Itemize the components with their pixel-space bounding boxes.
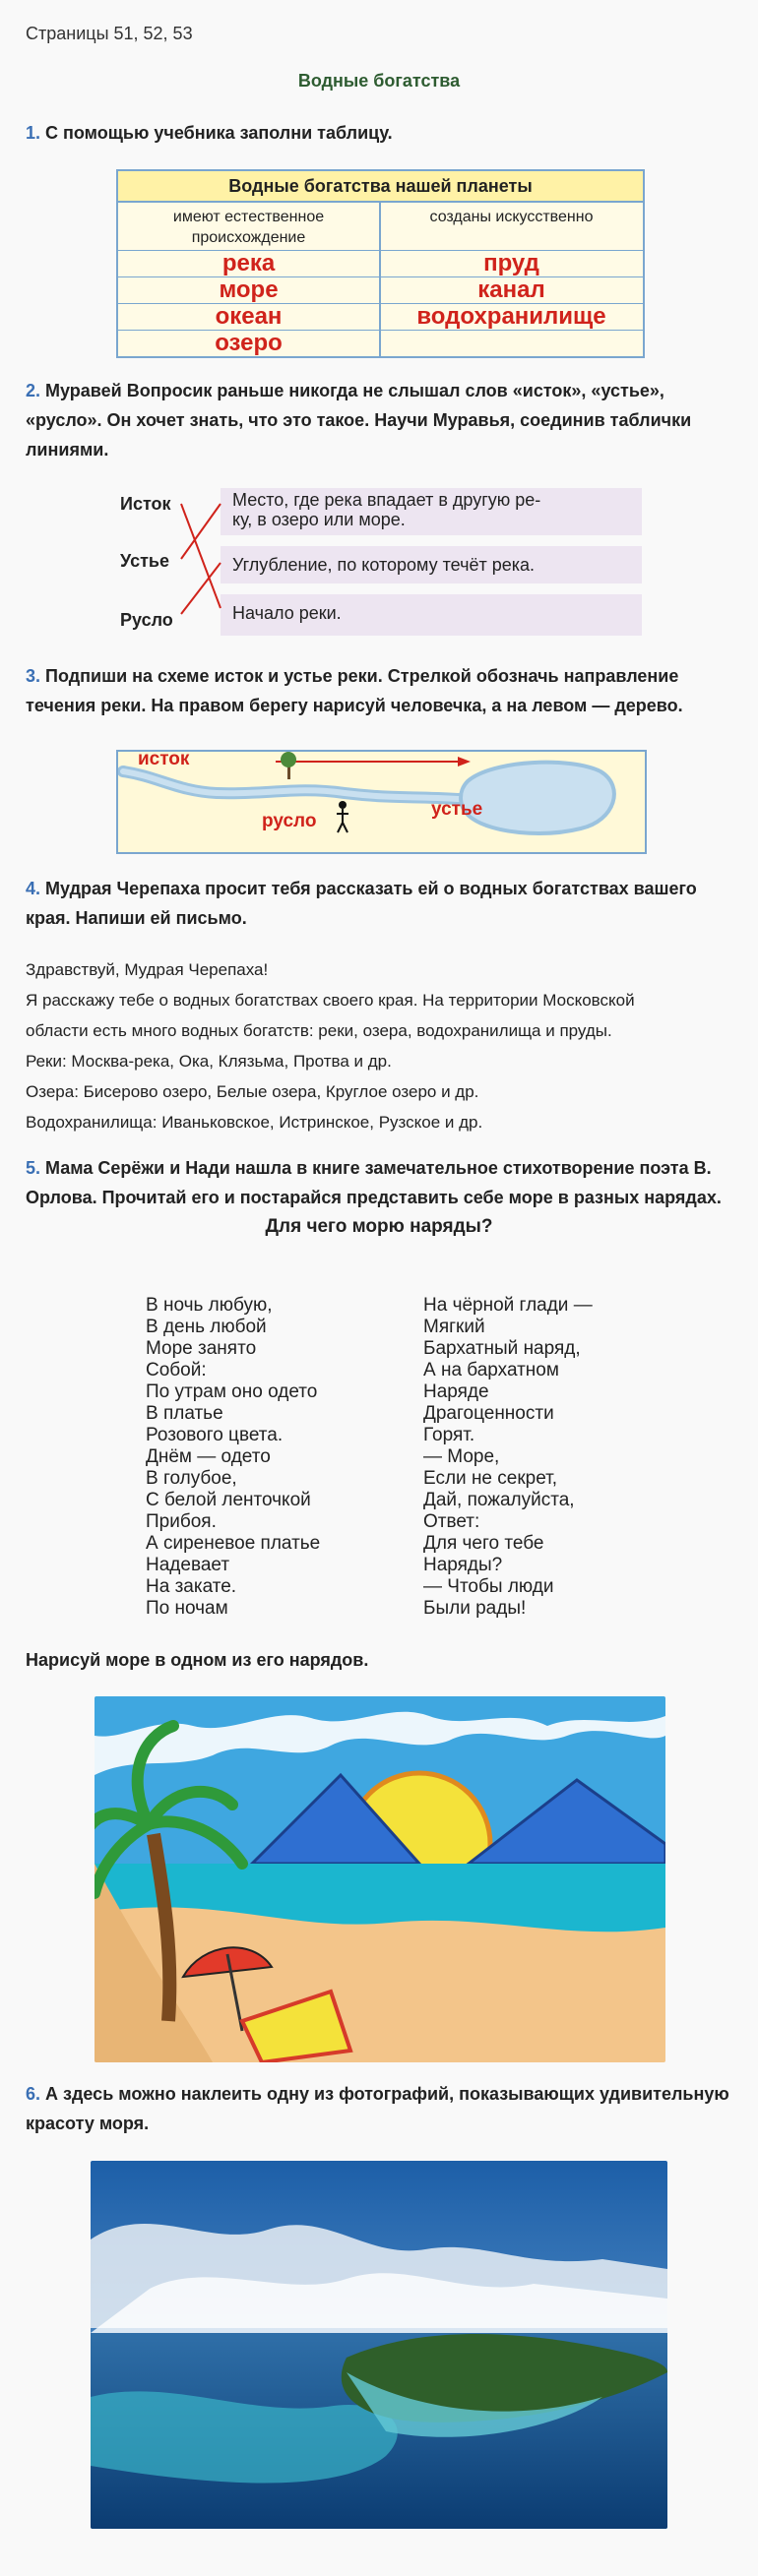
table-cell: водохранилище (416, 303, 606, 330)
letter-line: Озера: Бисерово озеро, Белые озера, Круглое озеро и др. (26, 1082, 479, 1101)
definition-bed: Углубление, по которому течёт река. (221, 546, 642, 583)
page-title: Водные богатства (297, 71, 461, 91)
poem-line: Море занято (146, 1338, 257, 1359)
poem-line: Наряде (423, 1381, 489, 1402)
label-source: исток (138, 749, 190, 769)
task-1 (26, 118, 734, 148)
task-number: 4. (26, 879, 41, 898)
label-bed: русло (262, 811, 317, 831)
label-mouth: устье (431, 799, 483, 820)
water-resources-table (116, 169, 645, 358)
river-scheme (118, 752, 645, 852)
poem-line: В ночь любую, (146, 1295, 273, 1316)
letter-line: Я расскажу тебе о водных богатствах своего края. На территории Московской (26, 991, 635, 1010)
poem-line: Прибоя. (146, 1511, 217, 1532)
letter-line: Водохранилища: Иваньковское, Истринское, Рузское и др. (26, 1113, 483, 1132)
poem-line: Наряды? (423, 1555, 503, 1575)
poem-line: Если не секрет, (423, 1468, 558, 1489)
river-diagram (116, 750, 647, 854)
poem-line: Были рады! (423, 1598, 527, 1619)
term-mouth: Устье (120, 551, 169, 571)
matching-lines (177, 492, 226, 630)
match-line (181, 504, 221, 559)
task-number: 6. (26, 2084, 41, 2104)
match-line (181, 504, 221, 608)
lake (461, 763, 614, 833)
poem-line: А на бархатном (423, 1360, 559, 1380)
task-5 (26, 1153, 734, 1212)
person-icon (337, 801, 348, 832)
definition-mouth: Место, где река впадает в другую ре- ку, в озеро или море. (221, 488, 642, 535)
poem-line: В день любой (146, 1317, 267, 1337)
poem-line: Розового цвета. (146, 1425, 284, 1445)
definition-source: Начало реки. (221, 594, 642, 636)
poem-line: Дай, пожалуйста, (423, 1490, 575, 1510)
table-cell: океан (215, 303, 283, 330)
sea-photo (91, 2161, 667, 2529)
task-number: 2. (26, 381, 41, 400)
task-2 (26, 376, 734, 464)
task-text: А здесь можно наклеить одну из фотографий, показывающих удивительную красоту моря. (26, 2084, 729, 2133)
task-text: Муравей Вопросик раньше никогда не слышал слов «исток», «устье», «русло». Он хочет знать, что это такое. Научи Муравья, соединив таблички линиями. (26, 381, 692, 460)
poem-line: Бархатный наряд, (423, 1338, 581, 1359)
task-number: 3. (26, 666, 41, 686)
poem-line: А сиреневое платье (146, 1533, 321, 1554)
poem-line: Надевает (146, 1555, 230, 1575)
pages-reference: Страницы 51, 52, 53 (26, 24, 193, 43)
arrow-head-icon (458, 757, 471, 767)
poem-column-2 (423, 1295, 593, 1620)
table-cell: пруд (483, 250, 539, 276)
poem-title: Для чего морю наряды? (265, 1216, 493, 1237)
poem-line: Собой: (146, 1360, 207, 1380)
draw-task: Нарисуй море в одном из его нарядов. (26, 1650, 369, 1670)
sea-drawing (95, 1696, 665, 2062)
poem-line: Ответ: (423, 1511, 480, 1532)
poem-line: — Море, (423, 1446, 500, 1467)
poem-line: Горят. (423, 1425, 475, 1445)
table-cell: озеро (215, 330, 283, 356)
poem-line: В голубое, (146, 1468, 237, 1489)
table-cell: море (219, 276, 279, 303)
poem-column-1 (146, 1295, 320, 1620)
poem-line: В платье (146, 1403, 223, 1424)
table-title: Водные богатства нашей планеты (118, 171, 643, 203)
column-header-natural: имеют естественное происхождение (172, 209, 325, 246)
letter-line: Здравствуй, Мудрая Черепаха! (26, 960, 269, 979)
task-text: Мама Серёжи и Нади нашла в книге замечательное стихотворение поэта В. Орлова. Прочитай его и постарайся представить себе море в разных нарядах. (26, 1158, 722, 1207)
task-number: 5. (26, 1158, 41, 1178)
sea-photo-image (91, 2161, 667, 2529)
task-number: 1. (26, 123, 41, 143)
poem-line: Днём — одето (146, 1446, 271, 1467)
task-4 (26, 874, 734, 933)
poem-line: — Чтобы люди (423, 1576, 554, 1597)
poem-line: По ночам (146, 1598, 228, 1619)
poem-line: Драгоценности (423, 1403, 554, 1424)
poem-line: На закате. (146, 1576, 237, 1597)
letter (26, 954, 734, 1137)
tree-icon (281, 752, 296, 779)
poem-line: С белой ленточкой (146, 1490, 311, 1510)
poem-line: Для чего тебе (423, 1533, 544, 1554)
sea-drawing-image (95, 1696, 665, 2062)
task-3 (26, 661, 734, 720)
letter-line: области есть много водных богатств: реки, озера, водохранилища и пруды. (26, 1021, 612, 1040)
task-text: Подпиши на схеме исток и устье реки. Стрелкой обозначь направление течения реки. На правом берегу нарисуй человечка, а на левом — дерево. (26, 666, 683, 715)
letter-line: Реки: Москва-река, Ока, Клязьма, Протва и др. (26, 1052, 392, 1071)
column-header-artificial: созданы искусственно (429, 209, 594, 225)
term-bed: Русло (120, 610, 173, 630)
term-source: Исток (120, 494, 171, 514)
table-cell: река (221, 250, 276, 276)
match-line (181, 563, 221, 614)
poem-line: На чёрной глади — (423, 1295, 593, 1316)
poem-line: По утрам оно одето (146, 1381, 318, 1402)
poem-line: Мягкий (423, 1317, 485, 1337)
task-text: Мудрая Черепаха просит тебя рассказать ей о водных богатствах вашего края. Напиши ей письмо. (26, 879, 697, 928)
task-6 (26, 2079, 734, 2138)
table-cell: канал (477, 276, 545, 303)
task-text: С помощью учебника заполни таблицу. (45, 123, 393, 143)
